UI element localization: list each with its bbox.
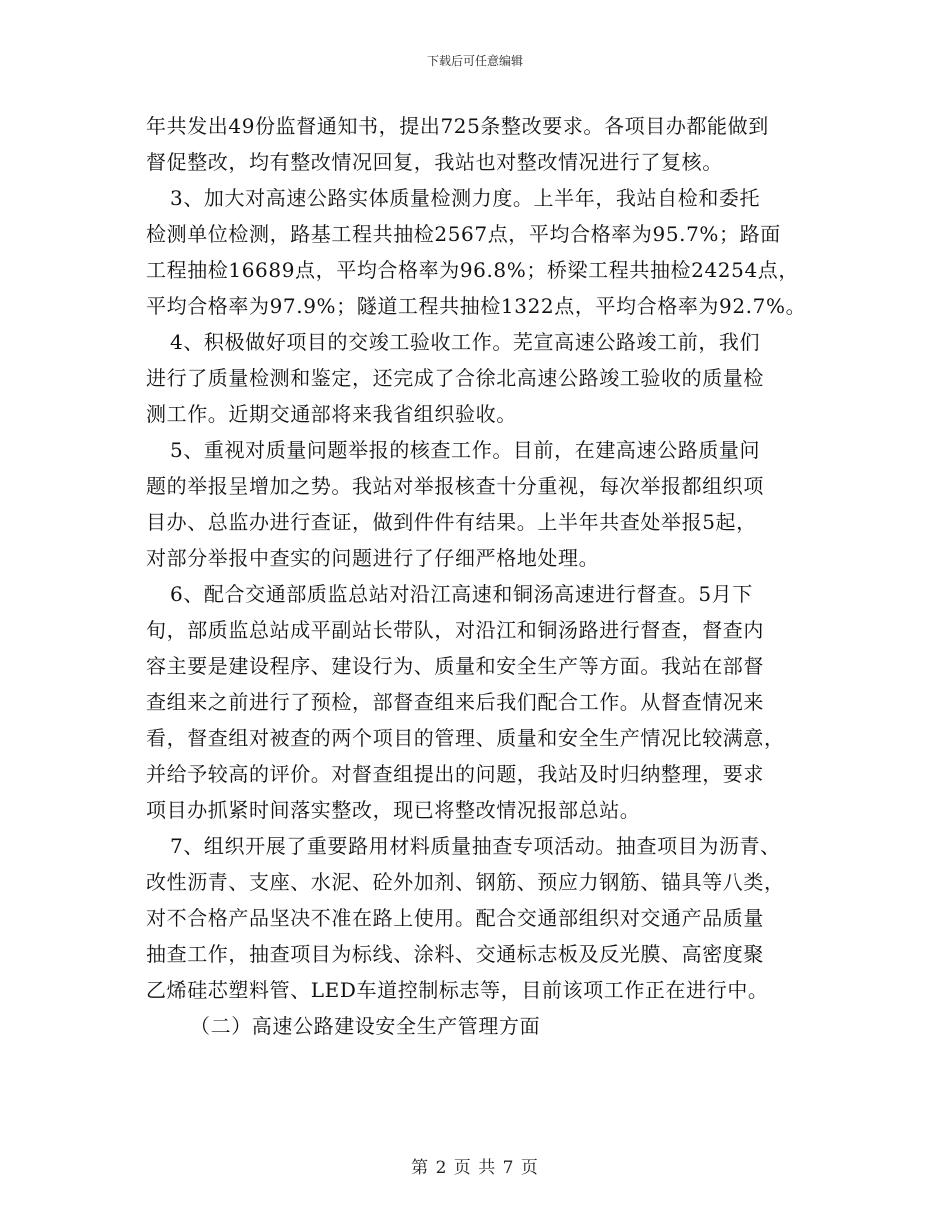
text-line: 抽查工作，抽查项目为标线、涂料、交通标志板及反光膜、高密度聚 <box>146 942 764 966</box>
text-line: 检测单位检测，路基工程共抽检2567点，平均合格率为95.7%；路面 <box>146 222 781 246</box>
text-line: 看，督查组对被查的两个项目的管理、质量和安全生产情况比较满意， <box>146 726 785 750</box>
text-line: 5、重视对质量问题举报的核查工作。目前，在建高速公路质量问 <box>170 438 761 462</box>
text-line: 对不合格产品坚决不准在路上使用。配合交通部组织对交通产品质量 <box>146 906 764 930</box>
text-line: 进行了质量检测和鉴定，还完成了合徐北高速公路竣工验收的质量检 <box>146 366 764 390</box>
text-line: 查组来之前进行了预检，部督查组来后我们配合工作。从督查情况来 <box>146 690 764 714</box>
text-line: 4、积极做好项目的交竣工验收工作。芜宣高速公路竣工前，我们 <box>170 330 761 354</box>
text-line: 项目办抓紧时间落实整改，现已将整改情况报部总站。 <box>146 798 641 822</box>
page-header: 下载后可任意编辑 <box>426 54 523 68</box>
text-line: 并给予较高的评价。对督查组提出的问题，我站及时归纳整理，要求 <box>146 762 764 786</box>
text-line: 工程抽检16689点，平均合格率为96.8%；桥梁工程共抽检24254点， <box>146 258 799 282</box>
text-line: 7、组织开展了重要路用材料质量抽查专项活动。抽查项目为沥青、 <box>170 834 781 858</box>
text-line: 题的举报呈增加之势。我站对举报核查十分重视，每次举报都组织项 <box>146 474 764 498</box>
page-footer: 第 2 页 共 7 页 <box>411 1158 539 1178</box>
text-line: 测工作。近期交通部将来我省组织验收。 <box>146 402 517 426</box>
text-line: 乙烯硅芯塑料管、LED车道控制标志等，目前该项工作正在进行中。 <box>146 978 769 1002</box>
text-line: 督促整改，均有整改情况回复，我站也对整改情况进行了复核。 <box>146 150 723 174</box>
text-line: 年共发出49份监督通知书，提出725条整改要求。各项目办都能做到 <box>146 114 769 138</box>
text-line: 目办、总监办进行查证，做到件件有结果。上半年共查处举报5起， <box>146 510 757 534</box>
text-line: 容主要是建设程序、建设行为、质量和安全生产等方面。我站在部督 <box>146 654 764 678</box>
text-line: 6、配合交通部质监总站对沿江高速和铜汤高速进行督查。5月下 <box>170 582 753 606</box>
text-line: （二）高速公路建设安全生产管理方面 <box>190 1014 541 1038</box>
document-body <box>146 108 826 1044</box>
text-line: 3、加大对高速公路实体质量检测力度。上半年，我站自检和委托 <box>170 186 761 210</box>
text-line: 对部分举报中查实的问题进行了仔细严格地处理。 <box>146 546 600 570</box>
text-line: 平均合格率为97.9%；隧道工程共抽检1322点，平均合格率为92.7%。 <box>146 294 807 318</box>
text-line: 旬，部质监总站成平副站长带队，对沿江和铜汤路进行督查，督查内 <box>146 618 764 642</box>
text-line: 改性沥青、支座、水泥、砼外加剂、钢筋、预应力钢筋、锚具等八类， <box>146 870 785 894</box>
